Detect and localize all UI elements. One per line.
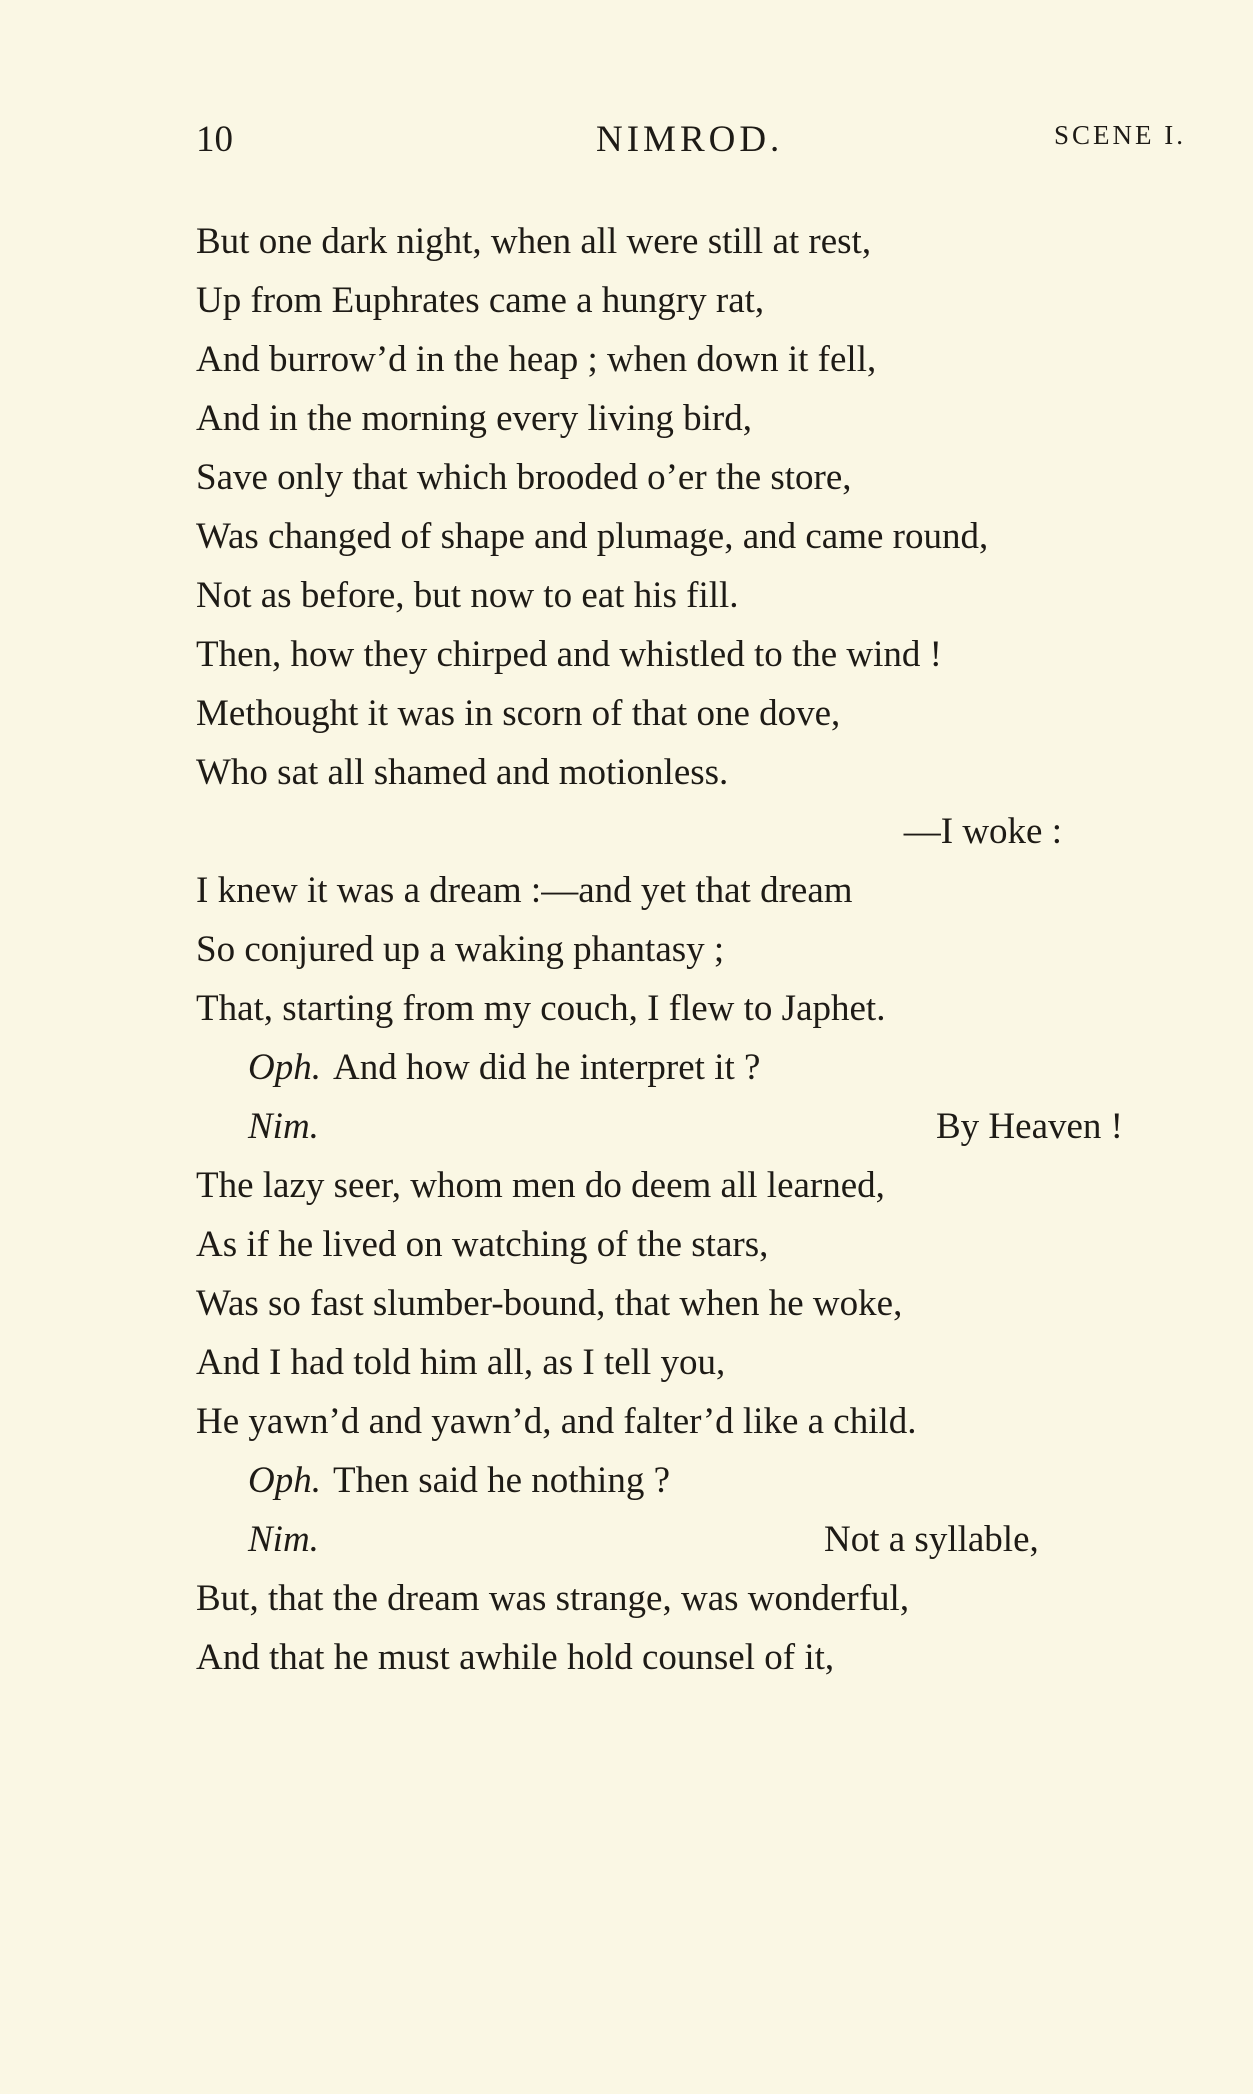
verse-line: Save only that which brooded o’er the store, [196,457,852,498]
speech-line [196,1038,1196,1097]
speech-text: Not a syllable, [824,1519,1039,1560]
verse-line: But one dark night, when all were still at rest, [196,221,872,262]
page-number: 10 [196,119,233,160]
verse-line: So conjured up a waking phantasy ; [196,929,725,970]
speech-text: Then said he nothing ? [332,1460,671,1501]
speaker-name: Nim. [248,1519,319,1560]
scene-label: SCENE I. [1054,120,1186,150]
verse-line: Up from Euphrates came a hungry rat, [196,280,765,321]
verse-line: As if he lived on watching of the stars, [196,1224,769,1265]
verse-line: Who sat all shamed and motionless. [196,752,729,793]
verse-line: And burrow’d in the heap ; when down it fell, [196,339,877,380]
speech-line [196,1510,1196,1569]
page-header [196,118,1186,178]
speaker-name: Oph. [248,1047,321,1088]
speech-line [196,1097,1196,1156]
speaker-name: Nim. [248,1106,319,1147]
speech-text: By Heaven ! [936,1106,1123,1147]
verse-line: Then, how they chirped and whistled to the wind ! [196,634,942,675]
speech-line [196,1451,1196,1510]
verse-line: He yawn’d and yawn’d, and falter’d like a child. [196,1401,917,1442]
verse-line: And I had told him all, as I tell you, [196,1342,726,1383]
verse-line-half: —I woke : [903,811,1062,852]
verse-line: Methought it was in scorn of that one dove, [196,693,841,734]
speaker-name: Oph. [248,1460,321,1501]
verse-line: But, that the dream was strange, was wonderful, [196,1578,910,1619]
verse-line: Not as before, but now to eat his fill. [196,575,739,616]
verse-line: The lazy seer, whom men do deem all learned, [196,1165,885,1206]
verse-line: And that he must awhile hold counsel of it, [196,1637,835,1678]
verse-line: I knew it was a dream :—and yet that dream [196,870,853,911]
speech-text: And how did he interpret it ? [332,1047,761,1088]
verse-block [196,212,1196,1687]
verse-line: Was so fast slumber-bound, that when he woke, [196,1283,903,1324]
verse-line: Was changed of shape and plumage, and came round, [196,516,989,557]
verse-line: And in the morning every living bird, [196,398,752,439]
running-title: NIMROD. [596,119,784,160]
verse-line: That, starting from my couch, I flew to Japhet. [196,988,886,1029]
